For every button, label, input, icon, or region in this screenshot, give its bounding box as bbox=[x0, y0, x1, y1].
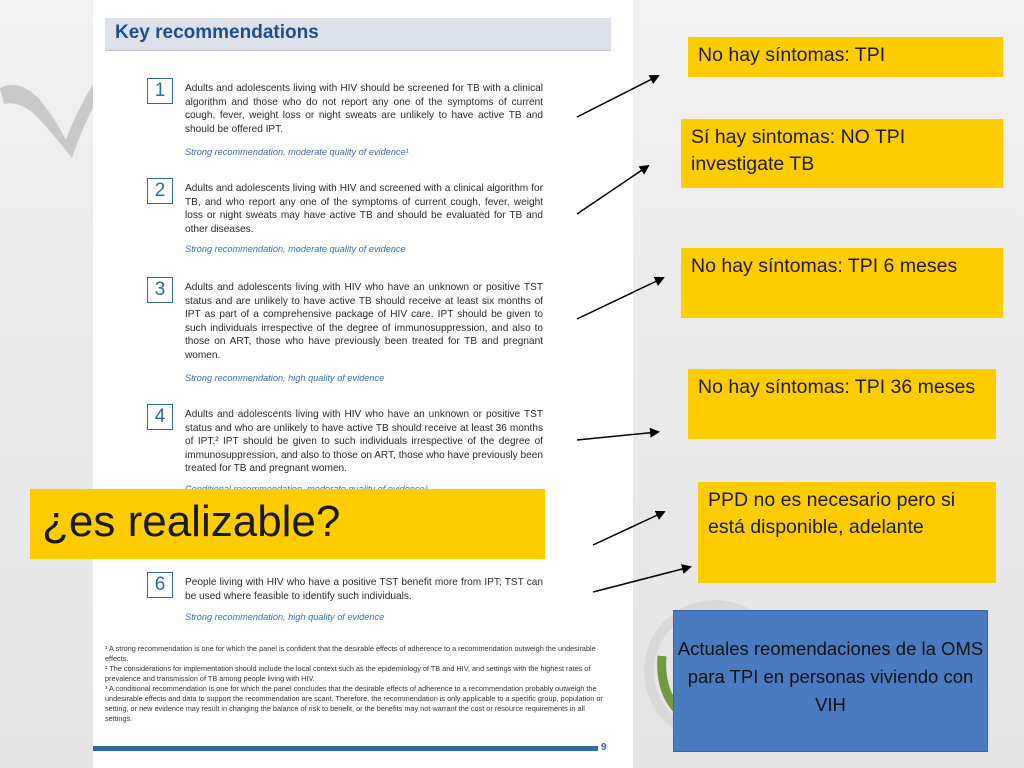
recommendation-text: Adults and adolescents living with HIV and screened with a clinical algorithm for TB, and who report any one of the symptoms of current cough, fever, weight loss or night sweats may have active TB and should be evaluated for TB and other diseases. bbox=[185, 183, 543, 235]
recommendation-strength: Strong recommendation, high quality of evidence bbox=[185, 612, 385, 622]
recommendation-2 bbox=[147, 178, 593, 258]
page-number: 9 bbox=[601, 742, 607, 753]
recommendations-document bbox=[93, 0, 633, 768]
callout-5: PPD no es necesario pero si está disponible, adelante bbox=[698, 482, 996, 583]
recommendation-strength: Strong recommendation, high quality of evidence bbox=[185, 373, 385, 383]
recommendation-text: Adults and adolescents living with HIV who have an unknown or positive TST status and are unlikely to have active TB should receive at least six months of IPT as part of a comprehensive package of HIV care. IPT should be given to such individuals irrespective of the degree of immunosuppression, and also to those on ART, those who have previously been treated for TB and pregnant women. bbox=[185, 282, 543, 361]
recommendation-6 bbox=[147, 572, 593, 628]
recommendation-text: Adults and adolescents living with HIV who have an unknown or positive TST status and who are unlikely to have active TB should receive at least 36 months of IPT.² IPT should be given to such individuals irrespective of the degree of immunosuppression, and also to those on ART, those who have previously been treated for TB and pregnant women. bbox=[185, 409, 543, 475]
recommendation-number: 6 bbox=[147, 572, 173, 598]
question-banner bbox=[30, 489, 545, 559]
recommendation-strength: Strong recommendation, moderate quality of evidence bbox=[185, 244, 406, 254]
document-header bbox=[105, 18, 611, 51]
callout-4: No hay síntomas: TPI 36 meses bbox=[688, 369, 996, 439]
page-footer-bar bbox=[93, 746, 598, 751]
document-title: Key recommendations bbox=[115, 22, 319, 43]
footnote: ² The considerations for implementation should include the local context such as the epidemiology of TB and HIV, and settings with the highest rates of prevalence and transmission of TB among people living with HIV. bbox=[105, 664, 591, 683]
callout-1: No hay síntomas: TPI bbox=[688, 37, 1003, 77]
callout-2: Sí hay sintomas: NO TPI investigate TB bbox=[681, 119, 1003, 188]
recommendation-number: 4 bbox=[147, 404, 173, 430]
document-footnotes bbox=[105, 644, 613, 724]
question-text: ¿es realizable? bbox=[42, 497, 341, 546]
footnote: ³ A conditional recommendation is one for which the panel concludes that the desirable effects of adherence to a recommendation probably outweigh the undesirable effects and data to support the recommendation are scant. Therefore, the recommendation is only applicable to a specific group, population or setting, or new evidence may result in changing the balance of risk to benefit, or the benefits may not warrant the cost or resource requirements in all settings. bbox=[105, 684, 603, 723]
recommendation-4 bbox=[147, 404, 593, 494]
recommendation-3 bbox=[147, 277, 593, 387]
recommendation-number: 2 bbox=[147, 178, 173, 204]
recommendation-text: People living with HIV who have a positive TST benefit more from IPT; TST can be used where feasible to identify such individuals. bbox=[185, 577, 543, 602]
callout-3: No hay síntomas: TPI 6 meses bbox=[681, 248, 1003, 318]
recommendation-number: 1 bbox=[147, 78, 173, 104]
recommendation-strength: Strong recommendation, moderate quality of evidence¹ bbox=[185, 147, 409, 157]
footnote: ¹ A strong recommendation is one for which the panel is confident that the desirable effects of adherence to a recommendation outweigh the undesirable effects. bbox=[105, 644, 596, 663]
recommendation-text: Adults and adolescents living with HIV should be screened for TB with a clinical algorithm and those who do not report any one of the symptoms of current cough, fever, weight loss or night sweats are unlikely to have active TB and should be offered IPT. bbox=[185, 83, 543, 135]
recommendation-number: 3 bbox=[147, 277, 173, 303]
who-summary-box: Actuales reomendaciones de la OMS para TPI en personas viviendo con VIH bbox=[673, 610, 988, 752]
recommendation-1 bbox=[147, 78, 593, 158]
